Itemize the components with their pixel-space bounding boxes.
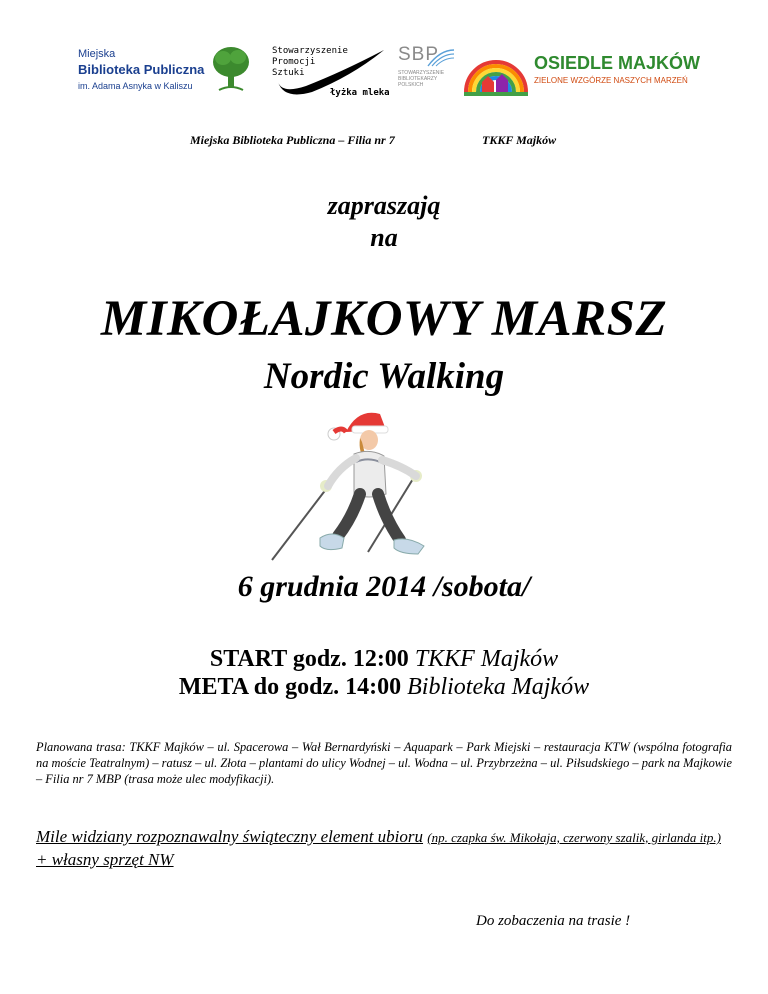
osiedle-logo-title: OSIEDLE MAJKÓW [534,53,701,73]
library-logo-line1: Miejska [78,48,116,60]
sbp-logo-caption: STOWARZYSZENIE BIBLIOTEKARZY POLSKICH [398,70,445,88]
osiedle-logo [462,46,701,106]
wing-icon [426,48,456,68]
library-logo-line3: im. Adama Asnyka w Kaliszu [78,81,193,91]
start-label: START godz. 12:00 [209,646,409,672]
schedule [0,645,768,701]
start-row [0,645,768,673]
logo-strip [0,40,768,110]
dress-note-equipment: + własny sprzęt NW [36,850,174,869]
farewell: Do zobaczenia na trasie ! [476,913,631,929]
sbp-logo [398,44,458,104]
finish-place: Biblioteka Majków [407,674,590,700]
library-logo-line2: Biblioteka Publiczna [78,62,205,77]
dress-note-examples: (np. czapka św. Mikołaja, czerwony szalik, girlanda itp.) [427,830,721,845]
event-subtitle: Nordic Walking [263,356,505,397]
organizer-tkkf: TKKF Majków [482,133,557,147]
sbp-logo-title: SBP [398,44,440,65]
dress-note-main: Mile widziany rozpoznawalny świąteczny element ubioru [36,827,424,846]
organizer-library: Miejska Biblioteka Publiczna – Filia nr 7 [190,133,395,147]
society-logo-line1: Stowarzyszenie [272,46,348,56]
event-title: MIKOŁAJKOWY MARSZ [100,291,668,347]
invitation [0,190,768,254]
osiedle-logo-tagline: ZIELONE WZGÓRZE NASZYCH MARZEŃ [534,76,688,85]
finish-row [0,673,768,701]
dress-note [36,826,732,871]
invitation-line1: zapraszają [327,191,441,220]
society-logo [272,46,392,106]
invitation-line2: na [370,223,398,252]
tree-icon [211,46,251,92]
society-logo-line4: łyżka mleka [330,88,390,98]
finish-label: META do godz. 14:00 [178,674,402,700]
society-logo-line2: Promocji [272,57,316,67]
rainbow-houses-icon [462,46,530,98]
start-place: TKKF Majków [414,646,559,672]
route-description: Planowana trasa: TKKF Majków – ul. Spacerowa – Wał Bernardyński – Aquapark – Park Miejski – restauracja KTW (wspólna fotografia na moście Teatralnym) – ratusz – ul. Złota – plantami do ulicy Wodnej – ul. Wodna – ul. Przybrzeżna – ul. Piłsudskiego – park na Majkowie – Filia nr 7 MBP (trasa może ulec modyfikacji). [36,740,732,786]
society-logo-line3: Sztuki [272,68,305,78]
library-logo [78,48,228,108]
nordic-walker-santa-hat-icon [268,402,438,562]
event-date: 6 grudnia 2014 /sobota/ [237,570,531,603]
